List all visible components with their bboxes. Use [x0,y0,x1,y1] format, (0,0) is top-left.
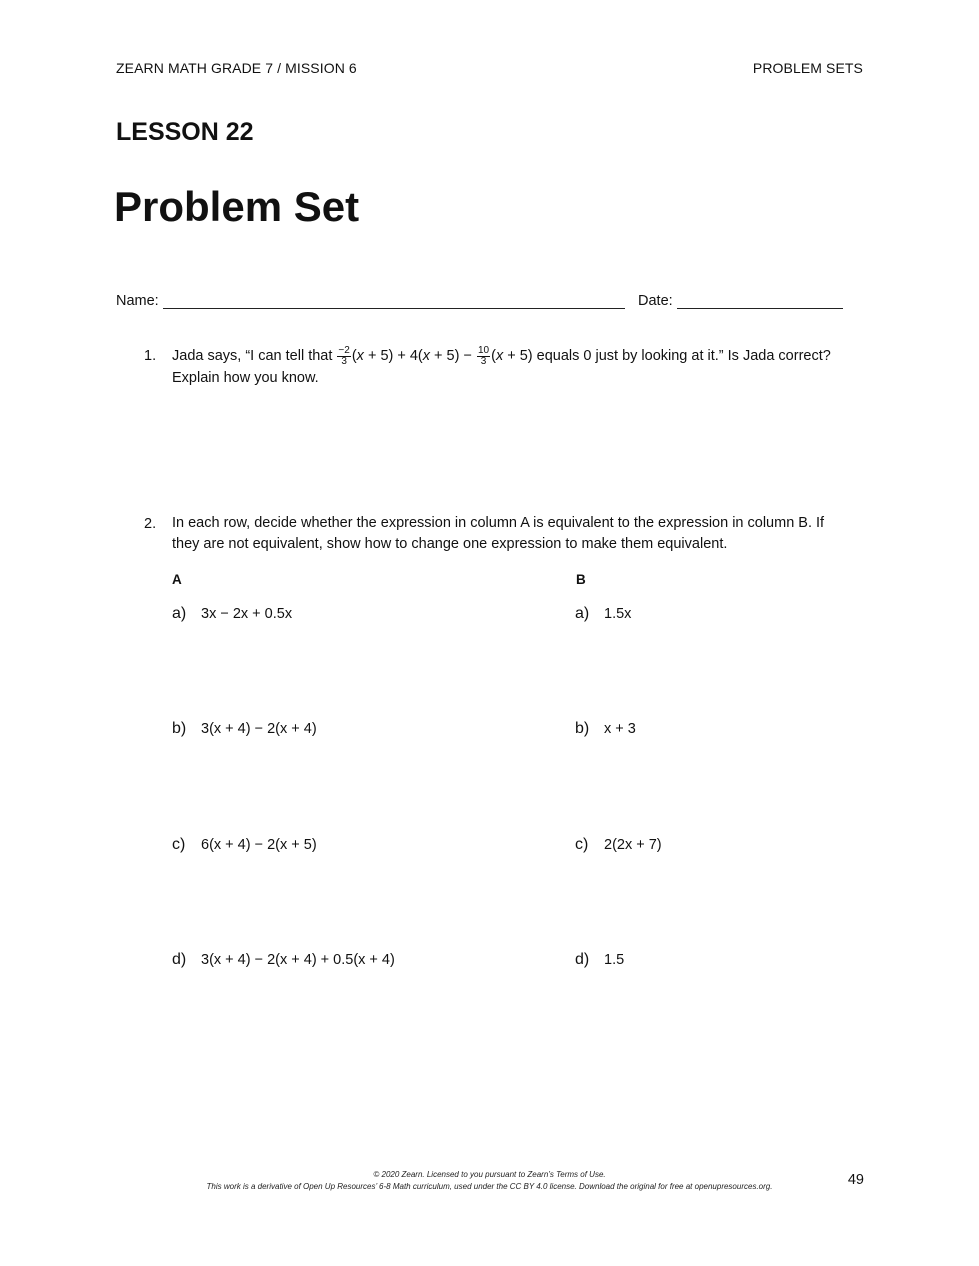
page-title: Problem Set [114,183,360,230]
expression: 1.5 [604,952,625,968]
row-d-column-a [172,951,395,969]
expression: 3x − 2x + 0.5x [201,606,293,622]
footer-attribution: This work is a derivative of Open Up Resources’ 6-8 Math curriculum, used under the CC BY 4.0 license. Download the original for free at openupresources.org. [206,1182,773,1191]
problem-1-line1: Jada says, “I can tell that $\frac{-2}{3}$ (x + 5) + 4(x + 5) − $\frac{10}{3}$ (x + 5) equals 0 just by looking at it.” Is Jada correct? [172,344,831,367]
name-field[interactable] [116,293,625,309]
header-left: ZEARN MATH GRADE 7 / MISSION 6 [116,60,357,76]
expression: 3(x + 4) − 2(x + 4) + 0.5(x + 4) [201,952,395,968]
expression: x + 3 [604,721,636,737]
row-b-column-a [172,720,317,738]
row-c-column-a [172,836,317,854]
row-letter: a) [575,605,590,622]
column-b-header: B [576,572,586,587]
row-letter: b) [172,720,187,737]
row-letter: d) [172,951,187,968]
row-d-column-b [575,951,624,969]
row-a-column-b [575,605,631,623]
date-line[interactable] [677,295,843,309]
problem-1-number: 1. [144,348,157,364]
name-label: Name: [116,293,159,309]
footer-license: © 2020 Zearn. Licensed to you pursuant to Zearn’s Terms of Use. [373,1170,606,1179]
fraction-neg2-3: $\frac{-2}{3}$ [338,344,350,367]
row-letter: b) [575,720,590,737]
lesson-label: LESSON 22 [116,118,254,146]
row-letter: c) [575,836,589,853]
problem-1-line2: Explain how you know. [172,370,319,386]
fraction-10-3: $\frac{10}{3}$ [477,344,490,367]
page-number: 49 [847,1172,864,1188]
row-letter: c) [172,836,186,853]
expression: 2(2x + 7) [604,837,662,853]
expression: 6(x + 4) − 2(x + 5) [201,837,317,853]
header-right: PROBLEM SETS [752,60,863,76]
problem-2-text: In each row, decide whether the expression in column A is equivalent to the expression in column B. If they are not equivalent, show how to change one expression to make them equivalent. [172,515,825,552]
column-a-header: A [172,572,182,587]
expression: 1.5x [604,606,632,622]
row-b-column-b [575,720,636,738]
date-field[interactable] [638,293,843,309]
problem-2-number: 2. [144,516,157,532]
row-c-column-b [575,836,662,854]
row-letter: d) [575,951,590,968]
name-line[interactable] [163,295,625,309]
expression: 3(x + 4) − 2(x + 4) [201,721,317,737]
problem-1-text [172,345,852,389]
row-letter: a) [172,605,187,622]
row-a-column-a [172,605,292,623]
date-label: Date: [638,293,673,309]
